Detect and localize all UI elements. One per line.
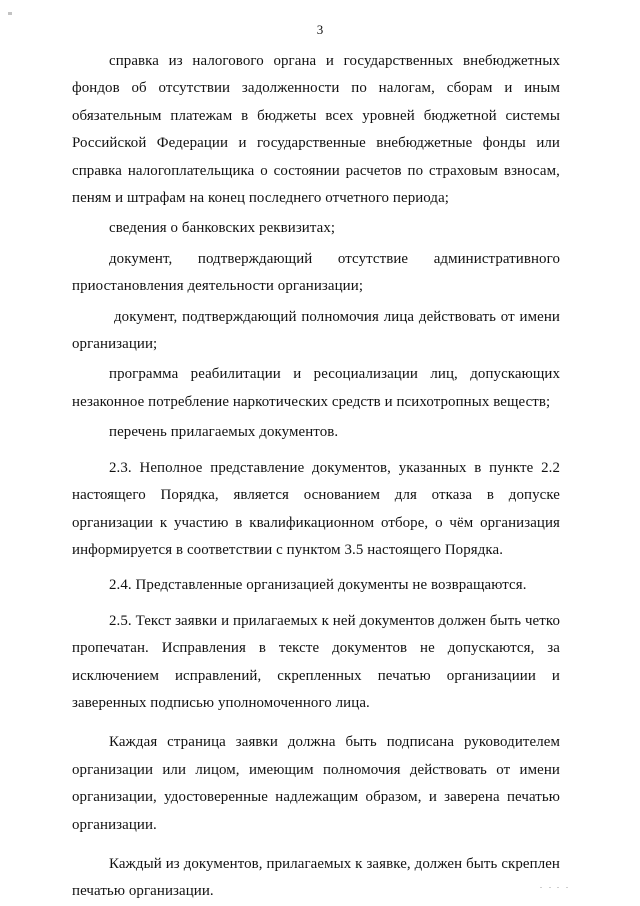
paragraph-clause-2-5: 2.5. Текст заявки и прилагаемых к ней документов должен быть четко пропечатан. Исправления в тексте документов не допускаются, за исключением исправлений, скрепленных печатью организациии и заверенных подписью уполномоченного лица. bbox=[72, 612, 560, 711]
scan-specks bbox=[540, 887, 580, 891]
paragraph-bank-details: сведения о банковских реквизитах; bbox=[109, 220, 336, 237]
paragraph-document-seal: Каждый из документов, прилагаемых к заявке, должен быть скреплен печатью организации. bbox=[72, 855, 560, 900]
document-body bbox=[72, 48, 560, 906]
paragraph-clause-2-4: 2.4. Представленные организацией документы не возвращаются. bbox=[109, 577, 527, 594]
paragraph-authority-document: документ, подтверждающий полномочия лица действовать от имени организации; bbox=[72, 308, 560, 353]
paragraph-rehabilitation-program: программа реабилитации и ресоциализации лиц, допускающих незаконное потребление наркотических средств и психотропных веществ; bbox=[72, 366, 560, 410]
paragraph-page-signature: Каждая страница заявки должна быть подписана руководителем организации или лицом, имеющим полномочия действовать от имени организации, удостоверенные надлежащим образом, и заверена печатью организации. bbox=[72, 734, 560, 833]
paragraph-no-suspension-document: документ, подтверждающий отсутствие административного приостановления деятельности организации; bbox=[72, 250, 560, 295]
paragraph-document-list: перечень прилагаемых документов. bbox=[109, 424, 339, 441]
page-number: 3 bbox=[316, 22, 324, 37]
scan-mark bbox=[8, 12, 12, 15]
paragraph-tax-certificate: справка из налогового органа и государственных внебюджетных фондов об отсутствии задолженности по налогам, сборам и иным обязательным платежам в бюджеты всех уровней бюджетной системы Российской Федерации и государственные внебюджетные фонды или справка налогоплательщика о состоянии расчетов по страховым взносам, пеням и штрафам на конец последнего отчетного периода; bbox=[72, 53, 560, 207]
paragraph-clause-2-3: 2.3. Неполное представление документов, указанных в пункте 2.2 настоящего Порядка, является основанием для отказа в допуске организации к участию в квалификационном отборе, о чём организация информируется в соответствии с пунктом 3.5 настоящего Порядка. bbox=[72, 459, 560, 558]
